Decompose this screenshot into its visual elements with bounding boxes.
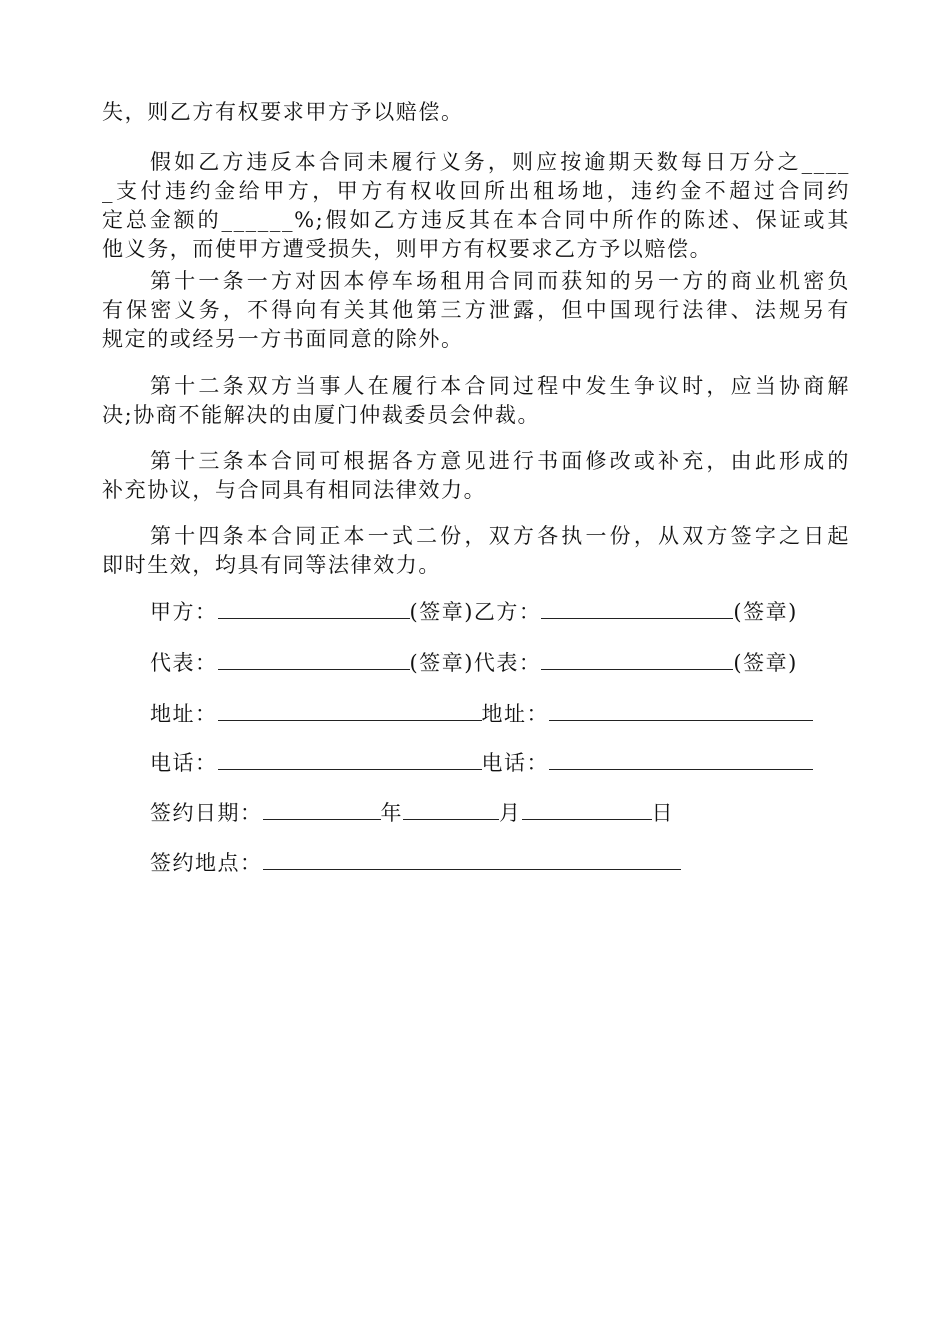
phone-a-label: 电话： xyxy=(150,751,218,775)
text-line: 第十四条本合同正本一式二份，双方各执一份，从双方签字之日起 xyxy=(150,524,850,548)
paragraph-article-14 xyxy=(102,522,850,580)
text-line: 决;协商不能解决的由厦门仲裁委员会仲裁。 xyxy=(102,403,541,427)
day-blank[interactable] xyxy=(522,797,652,820)
paragraph-breach-party-b xyxy=(102,148,850,264)
year-label: 年 xyxy=(380,801,403,825)
paragraph-article-13 xyxy=(102,447,850,505)
text-line: 补充协议，与合同具有相同法律效力。 xyxy=(102,478,487,502)
place-blank[interactable] xyxy=(263,847,681,870)
text-line: 规定的或经另一方书面同意的除外。 xyxy=(102,327,464,351)
rep-a-label: 代表： xyxy=(150,651,218,675)
signature-row-date xyxy=(150,797,674,828)
signature-row-parties xyxy=(150,596,798,627)
rep-a-seal: (签章) xyxy=(409,651,474,675)
phone-b-blank[interactable] xyxy=(549,747,813,770)
text-line: _支付违约金给甲方，甲方有权收回所出租场地，违约金不超过合同约 xyxy=(102,179,850,203)
addr-b-label: 地址： xyxy=(481,702,549,726)
rep-b-blank[interactable] xyxy=(541,647,733,670)
date-label: 签约日期： xyxy=(150,801,263,825)
party-b-label: 乙方： xyxy=(473,600,542,624)
rep-a-blank[interactable] xyxy=(218,647,410,670)
paragraph-article-12 xyxy=(102,372,850,430)
year-blank[interactable] xyxy=(263,797,381,820)
text-line: 失，则乙方有权要求甲方予以赔偿。 xyxy=(102,100,464,124)
rep-b-label: 代表： xyxy=(473,651,542,675)
text-line: 第十三条本合同可根据各方意见进行书面修改或补充，由此形成的 xyxy=(150,449,850,473)
paragraph-article-11 xyxy=(102,267,850,354)
addr-b-blank[interactable] xyxy=(549,698,813,721)
party-a-label: 甲方： xyxy=(150,600,218,624)
party-a-seal: (签章) xyxy=(409,600,474,624)
paragraph-continuation xyxy=(102,98,850,127)
party-b-blank[interactable] xyxy=(541,596,733,619)
text-line: 有保密义务，不得向有关其他第三方泄露，但中国现行法律、法规另有 xyxy=(102,298,850,322)
party-a-blank[interactable] xyxy=(218,596,410,619)
text-line: 即时生效，均具有同等法律效力。 xyxy=(102,553,441,577)
signature-row-place xyxy=(150,847,681,878)
phone-b-label: 电话： xyxy=(481,751,549,775)
text-line: 定总金额的______%;假如乙方违反其在本合同中所作的陈述、保证或其 xyxy=(102,208,850,232)
place-label: 签约地点： xyxy=(150,851,263,875)
text-line: 假如乙方违反本合同未履行义务，则应按逾期天数每日万分之____ xyxy=(150,150,850,174)
text-line: 他义务，而使甲方遭受损失，则甲方有权要求乙方予以赔偿。 xyxy=(102,237,713,261)
party-b-seal: (签章) xyxy=(733,600,798,624)
signature-row-phone xyxy=(150,747,813,778)
rep-b-seal: (签章) xyxy=(733,651,798,675)
day-label: 日 xyxy=(651,801,674,825)
month-blank[interactable] xyxy=(403,797,499,820)
phone-a-blank[interactable] xyxy=(218,747,482,770)
text-line: 第十一条一方对因本停车场租用合同而获知的另一方的商业机密负 xyxy=(150,269,850,293)
signature-row-representatives xyxy=(150,647,798,678)
text-line: 第十二条双方当事人在履行本合同过程中发生争议时，应当协商解 xyxy=(150,374,850,398)
signature-row-address xyxy=(150,698,813,729)
addr-a-blank[interactable] xyxy=(218,698,482,721)
addr-a-label: 地址： xyxy=(150,702,218,726)
month-label: 月 xyxy=(499,801,522,825)
